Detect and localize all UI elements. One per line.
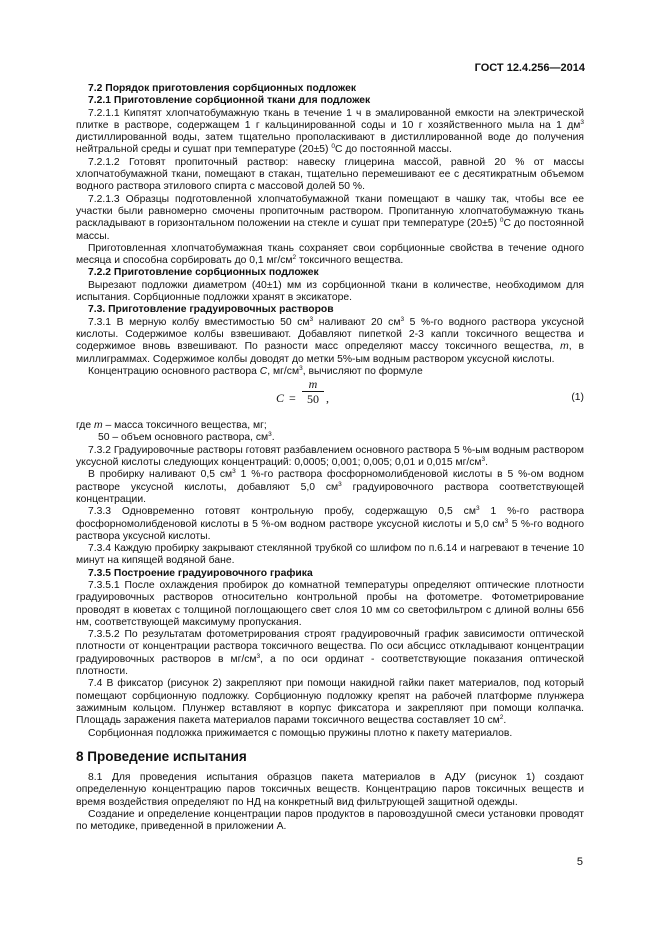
- formula-comma: ,: [326, 391, 329, 406]
- formula-equals: =: [289, 391, 296, 406]
- paragraph-7-2-1-1: 7.2.1.1 Кипятят хлопчатобумажную ткань в течение 1 ч в эмалированной емкости на электрической плитке в растворе, содержащем 1 г кальцинированной соды и 10 г хозяйственного мыла на 1 $дм^3$ дистиллированной воды, затем тщательно прополаскивают в дистиллированной воде до получения нейтральной среды и сушат при температуре (20±5) $^0$С до постоянной массы.: [76, 107, 584, 156]
- formula-denominator: 50: [307, 392, 319, 407]
- paragraph-7-2-1-2: 7.2.1.2 Готовят пропиточный раствор: навеску глицерина массой, равной 20 % от массы хлопчатобумажной ткани, помещают в стакан, тщательно перемешивают ее с десятикратным объемом водного раствора этилового спирта с массовой долей 50 %.: [76, 156, 584, 193]
- paragraph-7-3-5-1: 7.3.5.1 После охлаждения пробирок до комнатной температуры определяют оптические плотности градуировочных растворов относительно контрольной пробы на фотометре. Фотометрирование проводят в кюветах с толщиной поглощающего свет слоя 10 мм со светофильтром с длиной волны 656 нм, соответствующей максимуму пропускания.: [76, 579, 584, 628]
- heading-7-2-1: 7.2.1 Приготовление сорбционной ткани для подложек: [88, 95, 371, 107]
- paragraph-8-1: 8.1 Для проведения испытания образцов пакета материалов в АДУ (рисунок 1) создают определенную концентрацию паров токсичных веществ. Концентрацию паров токсичных веществ и время воздействия определяют по НД на конкретный вид фильтрующей защитной одежды.: [76, 772, 584, 808]
- paragraph-prepared-fabric: Приготовленная хлопчатобумажная ткань сохраняет свои сорбционные свойства в течение одного месяца и способна сорбировать до 0,1 $мг/см^2$ токсичного вещества.: [76, 242, 584, 267]
- where-line-1: где m – масса токсичного вещества, мг;: [76, 420, 267, 432]
- formula-number: (1): [571, 392, 584, 404]
- paragraph-7-3-5-2: 7.3.5.2 По результатам фотометрирования строят градуировочный график зависимости оптической плотности от концентрации раствора токсичного вещества. По оси абсцисс откладывают концентрации градуировочных растворов в $мг/см^3$, а по оси ординат - соответствующие показания оптической плотности.: [76, 629, 584, 678]
- paragraph-concentration: Концентрацию основного раствора С, $мг/см^3$, вычисляют по формуле: [88, 364, 423, 377]
- paragraph-7-3-3: 7.3.3 Одновременно готовят контрольную пробу, содержащую 0,5 $см^3$ 1 %-го раствора фосфорномолибденовой кислоты в 5 %-ом водном растворе уксусной кислоты и 5,0 $см^3$ 5 %-го водного раствора уксусной кислоты.: [76, 505, 584, 542]
- paragraph-7-3-1: 7.3.1 В мерную колбу вместимостью 50 $см^3$ наливают 20 $см^3$ 5 %-го водного раствора уксусной кислоты. Содержимое колбы взвешивают. Добавляют пипеткой 2-3 капли токсичного вещества и содержимое вновь взвешивают. По разности масс определяют массу токсичного вещества, m, в миллиграммах. Содержимое колбы доводят до метки 5%-ым водным раствором уксусной кислоты.: [76, 315, 584, 365]
- paragraph-7-2-1-3: 7.2.1.3 Образцы подготовленной хлопчатобумажной ткани помещают в чашку так, чтобы все ее участки были равномерно смочены пропиточным раствором. Пропитанную хлопчатобумажную ткань раскладывают в горизонтальном положении на стекле и сушат при температуре (20±5) $^0$С до постоянной массы.: [76, 193, 584, 242]
- paragraph-7-4: 7.4 В фиксатор (рисунок 2) закрепляют при помощи накидной гайки пакет материалов, под который помещают сорбционную подложку. Сорбционную подложку крепят на рабочей платформе плунжера зажимным кольцом. Плунжер вставляют в корпус фиксатора и закрепляют при помощи колпачка. Площадь заражения пакета материалов парами токсичного вещества составляет 10 $см^2$.: [76, 678, 584, 727]
- heading-7-2-2: 7.2.2 Приготовление сорбционных подложек: [88, 267, 319, 279]
- heading-7-3: 7.3. Приготовление градуировочных растворов: [88, 304, 334, 316]
- paragraph-7-3-4: 7.3.4 Каждую пробирку закрывают стеклянной трубкой со шлифом по п.6.14 и нагревают в течение 10 минут на кипящей водяной бане.: [76, 543, 584, 567]
- document-body: [76, 83, 584, 834]
- where-line-2: 50 – объем основного раствора, $см^3$.: [98, 431, 275, 444]
- formula-lhs: C: [276, 391, 285, 406]
- paragraph-7-3-2: 7.3.2 Градуировочные растворы готовят разбавлением основного раствора 5 %-ым водным раствором уксусной кислоты следующих концентраций: 0,0005; 0,001; 0,005; 0,01 и 0,015 $мг/см^3$.: [76, 444, 584, 469]
- document-code: ГОСТ 12.4.256—2014: [474, 62, 585, 74]
- formula-1: [76, 378, 584, 420]
- paragraph-test-tube: В пробирку наливают 0,5 $см^3$ 1 %-го раствора фосфорномолибденовой кислоты в 5 %-ом водном растворе уксусной кислоты, добавляют 5,0 $см^3$ градуировочного раствора соответствующей концентрации.: [76, 468, 584, 505]
- formula-numerator: m: [302, 378, 324, 392]
- paragraph-7-2-2: Вырезают подложки диаметром (40±1) мм из сорбционной ткани в количестве, необходимом для испытания. Сорбционные подложки хранят в эксикаторе.: [76, 279, 584, 304]
- paragraph-8-creation: Создание и определение концентрации паров продуктов в паровоздушной смеси установки проводят по методике, приведенной в приложении А.: [76, 809, 584, 833]
- heading-section-8: 8 Проведение испытания: [76, 748, 247, 764]
- formula-fraction: [302, 378, 324, 406]
- paragraph-sorption-pad: Сорбционная подложка прижимается с помощью пружины плотно к пакету материалов.: [88, 727, 513, 739]
- heading-7-2: 7.2 Порядок приготовления сорбционных подложек: [88, 83, 356, 94]
- page-number: 5: [576, 856, 583, 868]
- heading-7-3-5: 7.3.5 Построение градуировочного графика: [88, 567, 313, 579]
